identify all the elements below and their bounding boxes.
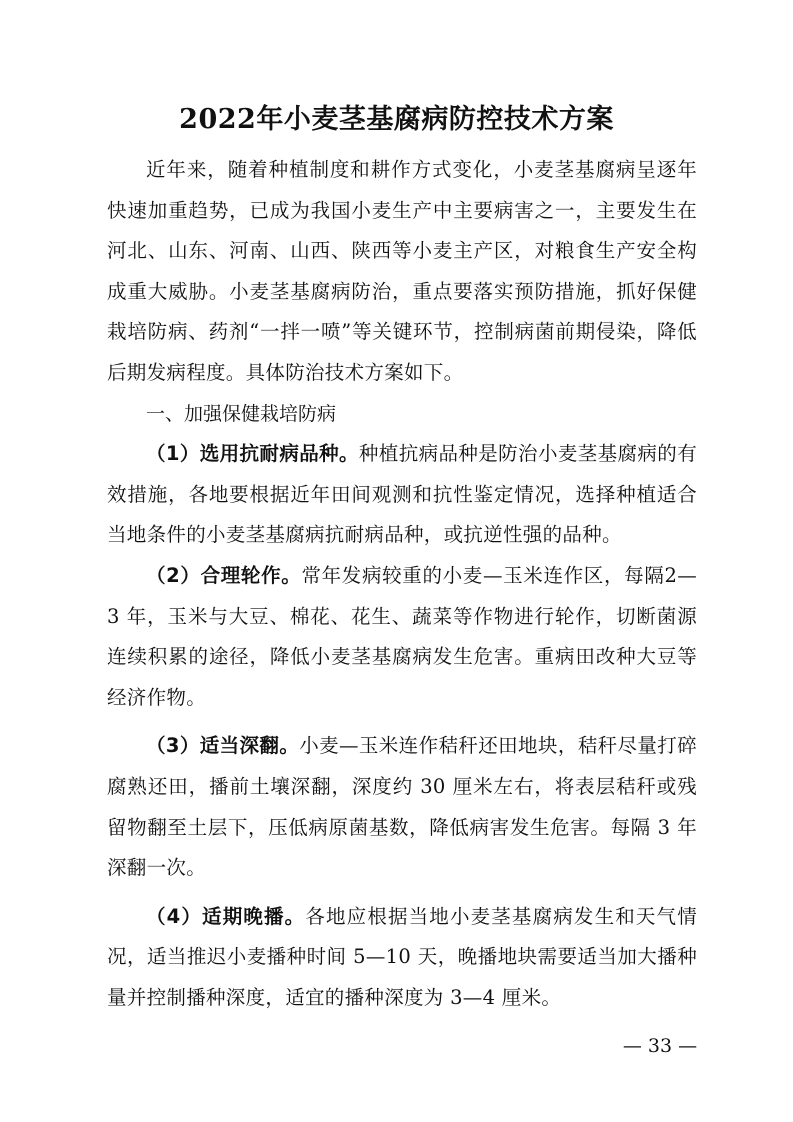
intro-paragraph: 近年来，随着种植制度和耕作方式变化，小麦茎基腐病呈逐年快速加重趋势，已成为我国小麦生产中主要病害之一，主要发生在河北、山东、河南、山西、陕西等小麦主产区，对粮食生产安全构成重大威胁。小麦茎基腐病防治，重点要落实预防措施，抓好保健栽培防病、药剂“一拌一喷”等关键环节，控制病菌前期侵染，降低后期发病程度。具体防治技术方案如下。: [107, 158, 697, 384]
item-text: 各地应根据当地小麦茎基腐病发生和天气情况，适当推迟小麦播种时间 5—10 天，晚播地块需要适当加大播种量并控制播种深度，适宜的播种深度为 3—4 厘米。: [107, 904, 698, 1009]
item-lead: （3）适当深翻。: [146, 734, 300, 758]
item-paragraph: [107, 556, 697, 718]
item-lead: （1）选用抗耐病品种。: [146, 442, 359, 466]
section-heading: 一、加强保健栽培防病: [146, 402, 337, 425]
item-text: 种植抗病品种是防治小麦茎基腐病的有效措施，各地要根据近年田间观测和抗性鉴定情况，选择种植适合当地条件的小麦茎基腐病抗耐病品种，或抗逆性强的品种。: [107, 442, 697, 547]
item-text: 小麦—玉米连作秸秆还田地块，秸秆尽量打碎腐熟还田，播前土壤深翻，深度约 30 厘米左右，将表层秸秆或残留物翻至土层下，压低病原菌基数，降低病害发生危害。每隔 3 年深翻一次。: [107, 734, 697, 880]
item-paragraph: [107, 434, 697, 556]
page-number: — 33 —: [622, 1035, 698, 1057]
document-body: [107, 150, 697, 1018]
item-lead: （2）合理轮作。: [146, 563, 302, 587]
item-lead: （4）适期晚播。: [146, 904, 306, 928]
item-paragraph: [107, 897, 697, 1019]
item-paragraph: [107, 726, 697, 888]
item-text: 常年发病较重的小麦—玉米连作区，每隔2—3 年，玉米与大豆、棉花、花生、蔬菜等作物进行轮作，切断菌源连续积累的途径，降低小麦茎基腐病发生危害。重病田改种大豆等经济作物。: [107, 563, 697, 709]
document-title: 2022年小麦茎基腐病防控技术方案: [179, 104, 614, 135]
